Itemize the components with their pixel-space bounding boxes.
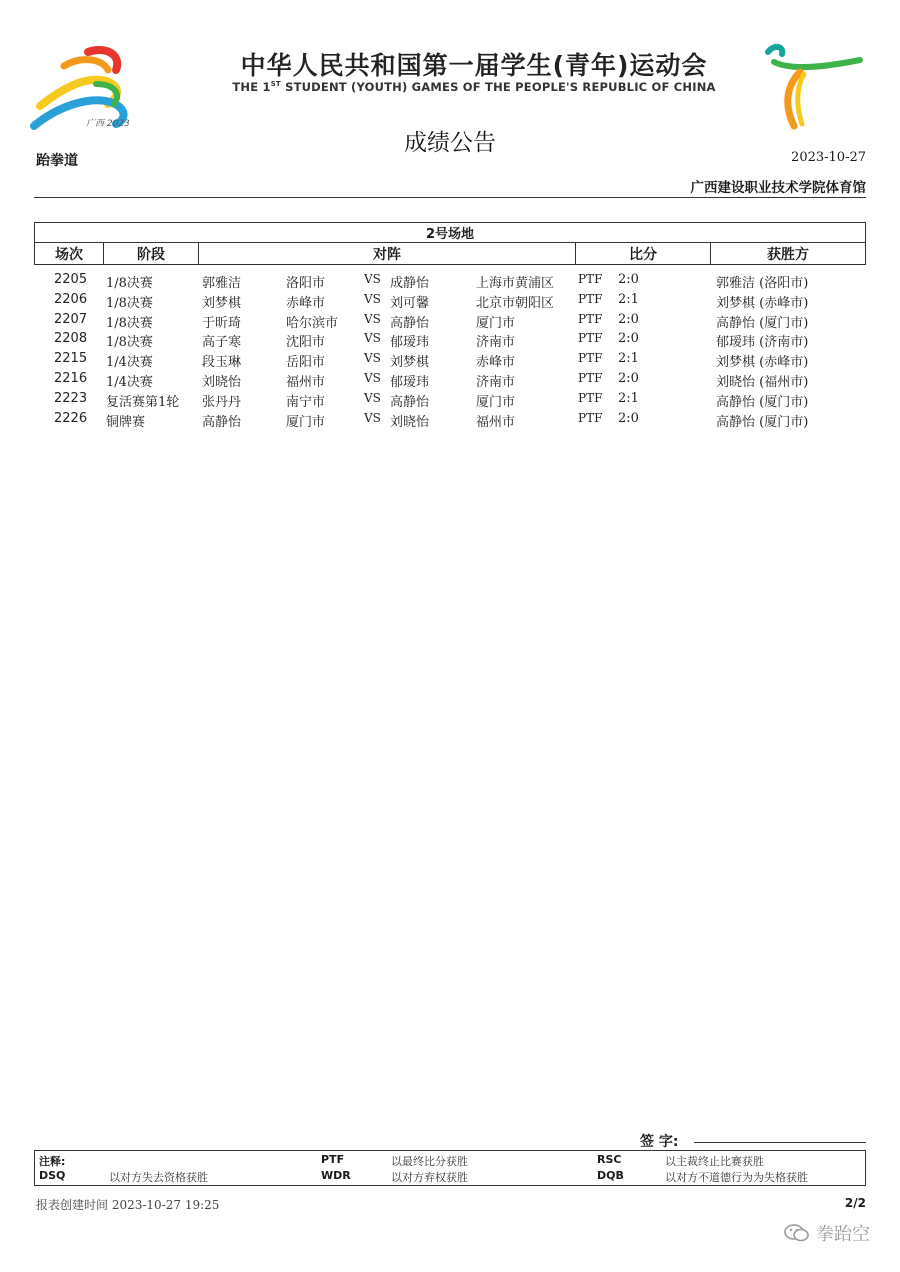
results-header-table — [34, 222, 866, 265]
report-title: 成绩公告 — [404, 130, 496, 156]
result-row — [34, 312, 866, 332]
wechat-icon — [784, 1223, 810, 1248]
player-b-city: 上海市黄浦区 — [476, 276, 555, 291]
note-key-dqb: DQB — [597, 1169, 624, 1182]
score: 2:1 — [618, 390, 639, 406]
score: 2:1 — [618, 291, 639, 307]
win-type: PTF — [578, 331, 603, 346]
score: 2:0 — [618, 311, 639, 327]
winner: 高静怡 (厦门市) — [716, 394, 809, 410]
player-a-city: 南宁市 — [286, 394, 326, 410]
note-key-ptf: PTF — [321, 1153, 345, 1166]
match-no: 2207 — [54, 311, 88, 327]
player-b-city: 济南市 — [476, 374, 516, 390]
col-header-stage: 阶段 — [104, 243, 199, 265]
player-a: 高子寒 — [202, 335, 242, 351]
vs-label: VS — [364, 272, 381, 286]
stage: 1/8决赛 — [106, 315, 153, 331]
match-no: 2215 — [54, 351, 88, 367]
vs-label: VS — [364, 351, 381, 366]
player-b: 郁瑷玮 — [390, 335, 430, 351]
result-row — [34, 391, 866, 411]
games-title-en: THE 1ST STUDENT (YOUTH) GAMES OF THE PEOPLE'S REPUBLIC OF CHINA — [232, 80, 716, 94]
winner: 郁瑷玮 (济南市) — [716, 335, 809, 351]
note-value-rsc: 以主裁终止比赛获胜 — [665, 1155, 764, 1168]
header-divider — [34, 197, 866, 198]
player-b-city: 北京市朝阳区 — [476, 295, 555, 311]
win-type: PTF — [578, 390, 603, 405]
winner: 郭雅洁 (洛阳市) — [716, 276, 809, 291]
watermark-text: 拳跆空 — [816, 1224, 870, 1245]
sport-name: 跆拳道 — [36, 153, 78, 169]
stage: 复活赛第1轮 — [106, 394, 180, 410]
player-b: 刘晓怡 — [390, 414, 430, 430]
match-no: 2216 — [54, 370, 88, 386]
player-a: 于昕琦 — [202, 315, 242, 331]
player-a: 郭雅洁 — [202, 276, 242, 291]
note-value-dqb: 以对方不道德行为为失格获胜 — [665, 1171, 808, 1184]
match-no: 2223 — [54, 390, 88, 406]
player-b-city: 厦门市 — [476, 394, 516, 410]
player-b-city: 福州市 — [476, 414, 516, 430]
logo-caption: 广西 2023 — [86, 119, 130, 129]
signature-label: 签 字: — [640, 1134, 679, 1150]
result-row — [34, 272, 866, 292]
venue-name: 广西建设职业技术学院体育馆 — [690, 180, 866, 196]
player-a-city: 岳阳市 — [286, 355, 326, 371]
match-no: 2226 — [54, 410, 88, 426]
page-number: 2/2 — [844, 1196, 866, 1210]
win-type: PTF — [578, 370, 603, 385]
player-a-city: 厦门市 — [286, 414, 326, 430]
col-header-winner: 获胜方 — [711, 243, 866, 265]
win-type: PTF — [578, 291, 603, 306]
report-date: 2023-10-27 — [791, 150, 866, 165]
note-key-wdr: WDR — [321, 1169, 351, 1182]
score: 2:0 — [618, 331, 639, 347]
player-b-city: 赤峰市 — [476, 355, 516, 371]
player-b: 刘可馨 — [390, 295, 430, 311]
vs-label: VS — [364, 311, 381, 326]
match-no: 2208 — [54, 331, 88, 347]
stage: 1/8决赛 — [106, 295, 153, 311]
winner: 高静怡 (厦门市) — [716, 414, 809, 430]
player-a-city: 洛阳市 — [286, 276, 326, 291]
win-type: PTF — [578, 351, 603, 366]
watermark — [784, 1220, 870, 1248]
vs-label: VS — [364, 410, 381, 425]
player-b-city: 厦门市 — [476, 315, 516, 331]
vs-label: VS — [364, 370, 381, 385]
player-b: 郁瑷玮 — [390, 374, 430, 390]
vs-label: VS — [364, 331, 381, 346]
signature-line — [694, 1142, 866, 1143]
note-key-rsc: RSC — [597, 1153, 622, 1166]
stage: 铜牌赛 — [106, 414, 146, 430]
col-header-matchup: 对阵 — [199, 243, 576, 265]
player-a-city: 沈阳市 — [286, 335, 326, 351]
score: 2:0 — [618, 370, 639, 386]
player-a: 段玉琳 — [202, 355, 242, 371]
player-a: 刘梦棋 — [202, 295, 242, 311]
winner: 刘梦棋 (赤峰市) — [716, 295, 809, 311]
results-list — [34, 272, 866, 430]
court-caption: 2号场地 — [35, 223, 866, 243]
win-type: PTF — [578, 410, 603, 425]
winner: 刘晓怡 (福州市) — [716, 374, 809, 390]
notes-legend — [34, 1150, 866, 1186]
result-row — [34, 411, 866, 431]
player-b: 刘梦棋 — [390, 355, 430, 371]
player-b: 成静怡 — [390, 276, 430, 291]
result-row — [34, 331, 866, 351]
win-type: PTF — [578, 272, 603, 286]
player-a: 高静怡 — [202, 414, 242, 430]
player-b-city: 济南市 — [476, 335, 516, 351]
player-a-city: 哈尔滨市 — [286, 315, 339, 331]
created-time: 报表创建时间 2023-10-27 19:25 — [36, 1198, 220, 1212]
result-row — [34, 292, 866, 312]
col-header-score: 比分 — [576, 243, 711, 265]
winner: 高静怡 (厦门市) — [716, 315, 809, 331]
player-b: 高静怡 — [390, 315, 430, 331]
note-value-wdr: 以对方弃权获胜 — [391, 1171, 468, 1184]
score: 2:0 — [618, 410, 639, 426]
match-no: 2205 — [54, 272, 88, 287]
win-type: PTF — [578, 311, 603, 326]
player-a-city: 赤峰市 — [286, 295, 326, 311]
winner: 刘梦棋 (赤峰市) — [716, 355, 809, 371]
stage: 1/8决赛 — [106, 335, 153, 351]
notes-label: 注释: — [39, 1155, 66, 1168]
note-value-dsq: 以对方失去资格获胜 — [109, 1171, 208, 1184]
vs-label: VS — [364, 291, 381, 306]
note-value-ptf: 以最终比分获胜 — [391, 1155, 468, 1168]
match-no: 2206 — [54, 291, 88, 307]
result-row — [34, 371, 866, 391]
player-a: 张丹丹 — [202, 394, 242, 410]
col-header-match: 场次 — [35, 243, 104, 265]
stage: 1/4决赛 — [106, 374, 153, 390]
stage: 1/4决赛 — [106, 355, 153, 371]
vs-label: VS — [364, 390, 381, 405]
score: 2:1 — [618, 351, 639, 367]
games-title-cn: 中华人民共和国第一届学生(青年)运动会 — [240, 51, 708, 80]
stage: 1/8决赛 — [106, 276, 153, 291]
player-b: 高静怡 — [390, 394, 430, 410]
score: 2:0 — [618, 272, 639, 287]
player-a: 刘晓怡 — [202, 374, 242, 390]
result-row — [34, 351, 866, 371]
player-a-city: 福州市 — [286, 374, 326, 390]
note-key-dsq: DSQ — [39, 1169, 66, 1182]
